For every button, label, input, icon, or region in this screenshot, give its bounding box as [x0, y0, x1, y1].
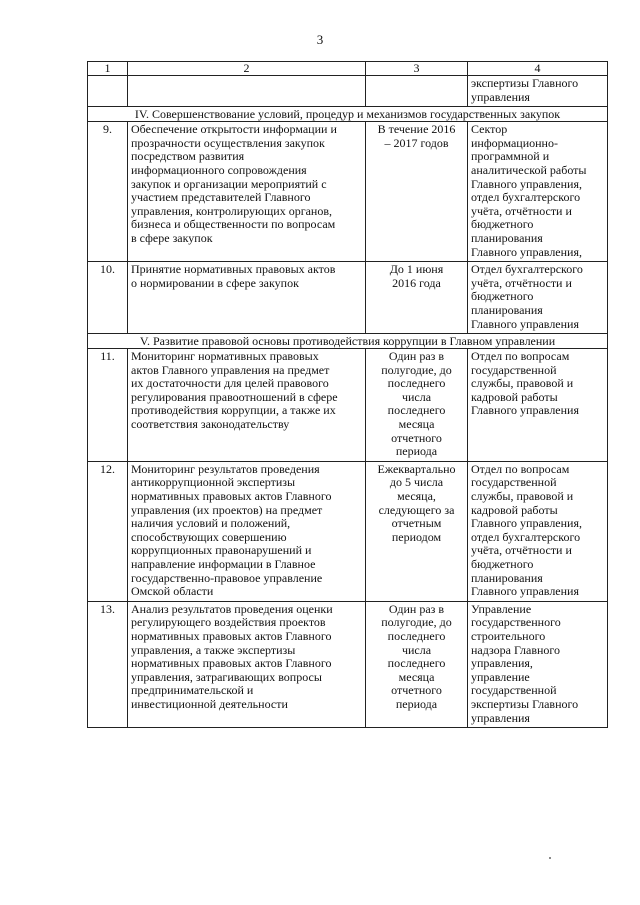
responsible-cell: [468, 601, 608, 727]
action-plan-table: [87, 61, 608, 728]
responsible-text: Управление государственного строительного надзора Главного управления, управление государственной экспертизы Главного управления: [471, 601, 579, 725]
description-text: Мониторинг результатов проведения антикоррупционной экспертизы нормативных правовых актов Главного управления (их проектов) на предмет наличия условий и положений, способствующих совершению коррупционных правонарушений и направление информации в Главное государственно-правовое управление Омской области: [131, 461, 332, 599]
description-text: Анализ результатов проведения оценки регулирующего воздействия проектов нормативных правовых актов Главного управления, а также экспертизы нормативных правовых актов Главного управления, затрагивающих вопросы предпринимательской и инвестиционной деятельности: [131, 601, 333, 711]
description-cell: [128, 461, 366, 601]
responsible-cell: [468, 122, 608, 262]
column-responsible-header: 4: [468, 62, 608, 76]
table-row: [88, 262, 608, 334]
responsible-text: Сектор информационно- программной и аналитической работы Главного управления, отдел бухгалтерского учёта, отчётности и бюджетного планирования Главного управления,: [471, 122, 587, 259]
column-term-header: 3: [366, 62, 468, 76]
continuation-row: [88, 76, 608, 107]
table-row: [88, 122, 608, 262]
responsible-text: Отдел бухгалтерского учёта, отчётности и бюджетного планирования Главного управления: [471, 262, 583, 331]
term-text: Ежеквартально до 5 числа месяца, следующего за отчетным периодом: [377, 461, 456, 544]
page-number: 3: [316, 32, 324, 47]
section-heading-row: [88, 334, 608, 349]
term-cell: [366, 461, 468, 601]
column-number-header: 1: [88, 62, 128, 76]
row-number: 11.: [88, 349, 128, 462]
responsible-cell: [468, 262, 608, 334]
table-cell: [366, 76, 468, 107]
row-number: 9.: [88, 122, 128, 262]
table-cell: [88, 76, 128, 107]
description-text: Обеспечение открытости информации и прозрачности осуществления закупок посредством развития информационного сопровождения закупок и организации мероприятий с участием представителей Главного управления, контролирующих органов, бизнеса и общественности по вопросам в сфере закупок: [131, 122, 337, 245]
responsible-cell: [468, 76, 608, 107]
table-cell: [128, 76, 366, 107]
table-header-row: [88, 62, 608, 76]
section-title: V. Развитие правовой основы противодействия коррупции в Главном управлении: [88, 334, 608, 349]
term-cell: [366, 262, 468, 334]
table-row: [88, 601, 608, 727]
table-row: [88, 349, 608, 462]
term-text: Один раз в полугодие, до последнего числа последнего месяца отчетного периода: [381, 349, 452, 459]
column-description-header: 2: [128, 62, 366, 76]
term-text: До 1 июня 2016 года: [389, 262, 444, 290]
row-number: 10.: [88, 262, 128, 334]
section-title: IV. Совершенствование условий, процедур и механизмов государственных закупок: [88, 107, 608, 122]
section-heading-row: [88, 107, 608, 122]
description-text: Принятие нормативных правовых актов о нормировании в сфере закупок: [131, 262, 336, 290]
description-cell: [128, 122, 366, 262]
description-cell: [128, 349, 366, 462]
responsible-cell: [468, 349, 608, 462]
term-cell: [366, 349, 468, 462]
description-cell: [128, 601, 366, 727]
row-number: 12.: [88, 461, 128, 601]
responsible-text: экспертизы Главного управления: [471, 76, 579, 104]
responsible-text: Отдел по вопросам государственной службы, правовой и кадровой работы Главного управления: [471, 349, 579, 418]
term-cell: [366, 122, 468, 262]
term-text: В течение 2016 – 2017 годов: [377, 122, 456, 150]
row-number: 13.: [88, 601, 128, 727]
term-cell: [366, 601, 468, 727]
scan-speck: [549, 857, 551, 859]
term-text: Один раз в полугодие, до последнего числа последнего месяца отчетного периода: [381, 601, 452, 711]
description-cell: [128, 262, 366, 334]
description-text: Мониторинг нормативных правовых актов Главного управления на предмет их достаточности для целей правового регулирования правоотношений в сфере противодействия коррупции, а также их соответствия законодательству: [131, 349, 338, 432]
responsible-text: Отдел по вопросам государственной службы, правовой и кадровой работы Главного управления, отдел бухгалтерского учёта, отчётности и бюджетного планирования Главного управления: [471, 461, 582, 599]
table-row: [88, 461, 608, 601]
responsible-cell: [468, 461, 608, 601]
